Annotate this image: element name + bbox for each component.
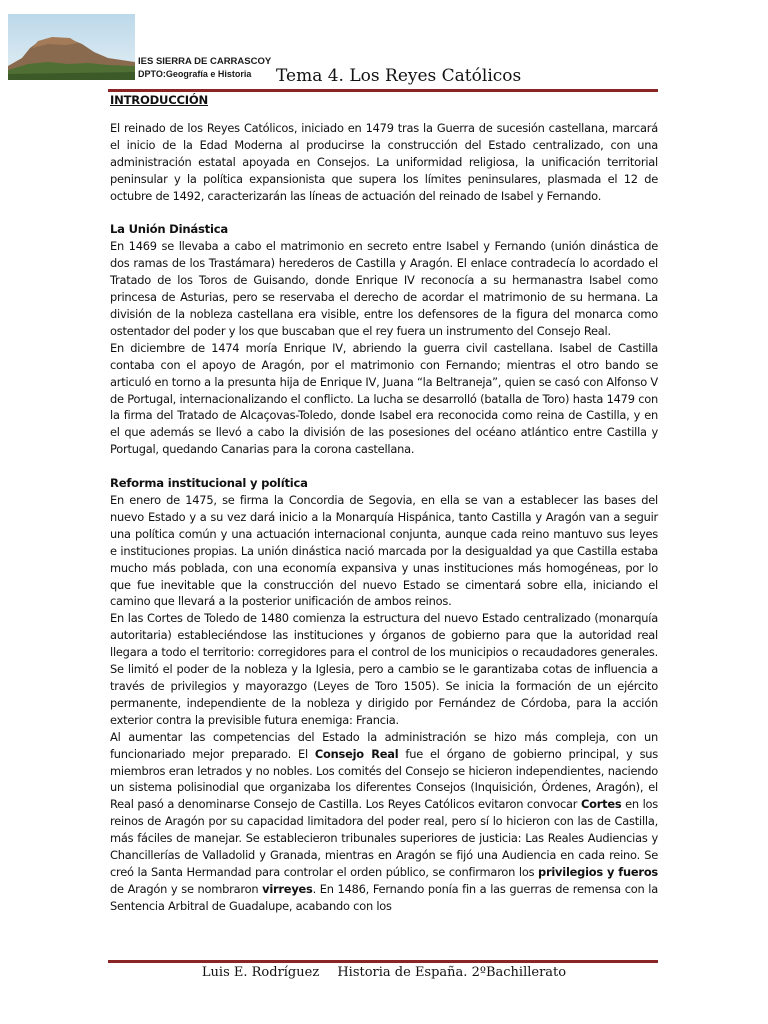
intro-heading: INTRODUCCIÓN [110,93,208,107]
department-name: DPTO:Geografía e Historia [138,69,252,79]
bold-term-privilegios: privilegios y fueros [538,864,658,879]
spacer [110,204,658,221]
bold-term-virreyes: virreyes [262,881,313,896]
intro-paragraph: El reinado de los Reyes Católicos, iniciado en 1479 tras la Guerra de sucesión castellana, marcará el inicio de la Edad Moderna al producirse la construcción del Estado centralizado, con una administración estatal apoyada en Consejos. La uniformidad religiosa, la unificación territorial peninsular y la política expansionista que supera los límites peninsulares, plasmada el 12 de octubre de 1492, caracterizarán las líneas de actuación del reinado de Isabel y Fernando. [110,120,658,203]
topic-title: Tema 4. Los Reyes Católicos [276,66,522,86]
school-logo-photo [8,14,135,80]
text-run: Al aumentar las competencias del Estado la administración se hizo más compleja, con un funcionariado mejor preparado. El [110,729,658,761]
union-paragraph-1: En 1469 se llevaba a cabo el matrimonio en secreto entre Isabel y Fernando (unión dinástica de dos ramas de los Trastámara) herederos de Castilla y Aragón. El enlace contradecía lo acordado el Tratado de los Toros de Guisando, donde Enrique IV reconocía a su hermanastra Isabel como princesa de Asturias, pero se reservaba el derecho de acordar el matrimonio de su hermana. La división de la nobleza castellana era visible, entre los defensores de la figura del monarca como ostentador del poder y los que buscaban que el rey fuera un instrumento del Consejo Real. [110,239,658,338]
school-header [138,56,271,80]
text-run: de Aragón y se nombraron [110,881,263,896]
spacer [110,458,658,475]
text-run: en los reinos de Aragón por su capacidad limitadora del poder real, pero sí lo hicieron con las de Castilla, más fáciles de manejar. Se establecieron tribunales superiores de justicia: Las Reales Audiencias y Chancillerías de Valladolid y Granada, mientras en Aragón se fijó una Audiencia en cada reino. Se creó la Santa Hermandad para controlar el orden público, se confirmaron los [110,797,658,879]
spacer [110,109,658,120]
reforma-paragraph-1: En enero de 1475, se firma la Concordia de Segovia, en ella se van a establecer las bases del nuevo Estado y a su vez dará inicio a la Monarquía Hispánica, tanto Castilla y Aragón van a seguir una política común y una actuación internacional conjunta, aunque cada reino mantuvo sus leyes e instituciones propias. La unión dinástica nació marcada por la desigualdad ya que Castilla estaba mucho más poblada, con una economía expansiva y unas instituciones más homogéneas, por lo que fue inevitable que la construcción del nuevo Estado se cimentará sobre ella, iniciando el camino que llevará a la posterior unificación de ambos reinos. [110,493,658,609]
reforma-paragraph-3 [110,729,658,915]
union-paragraph-2: En diciembre de 1474 moría Enrique IV, abriendo la guerra civil castellana. Isabel de Castilla contaba con el apoyo de Aragón, por el matrimonio con Fernando; mientras el otro bando se articuló en torno a la presunta hija de Enrique IV, Juana “la Beltraneja”, quien se casó con Alfonso V de Portugal, internacionalizando el conflicto. La lucha se desarrolló (batalla de Toro) hasta 1479 con la firma del Tratado de Alcaçovas-Toledo, donde Isabel era reconocida como reina de Castilla, y en el que además se llevó a cabo la división de las posesiones del océano atlántico entre Castilla y Portugal, quedando Canarias para la corona castellana. [110,340,658,457]
bold-term-consejo-real: Consejo Real [314,746,399,761]
text-run: . En 1486, Fernando ponía fin a las guerras de remensa con la Sentencia Arbitral de Guadalupe, acabando con los [110,881,658,913]
document-body [110,92,658,915]
union-heading: La Unión Dinástica [110,222,228,237]
footer-rule [108,960,658,963]
text-run: fue el órgano de gobierno principal, y sus miembros eran letrados y no nobles. Los comités del Consejo se hicieron independientes, naciendo un sistema polisinodial que organizaba los diferentes Consejos (Inquisición, Órdenes, Aragón), el Real pasó a denominarse Consejo de Castilla. Los Reyes Católicos evitaron convocar [110,746,658,812]
reforma-heading: Reforma institucional y política [110,476,308,491]
footer-author: Luis E. Rodríguez [201,965,320,980]
bold-term-cortes: Cortes [580,797,622,812]
reforma-paragraph-2: En las Cortes de Toledo de 1480 comienza la estructura del nuevo Estado centralizado (monarquía autoritaria) estableciéndose las instituciones y órganos de gobierno para que la autoridad real llegara a todo el territorio: corregidores para el control de los municipios o recaudadores generales. Se limitó el poder de la nobleza y la Iglesia, pero a cambio se le garantizaba cotas de influencia a través de privilegios y mayorazgo (Leyes de Toro 1505). Se inicia la formación de un ejército permanente, independiente de la nobleza y dirigido por Fernández de Córdoba, para la acción exterior contra la previsible futura enemiga: Francia. [110,611,658,727]
page-footer [0,965,768,980]
school-name: IES SIERRA DE CARRASCOY [138,56,272,67]
footer-course: Historia de España. 2ºBachillerato [337,965,567,980]
